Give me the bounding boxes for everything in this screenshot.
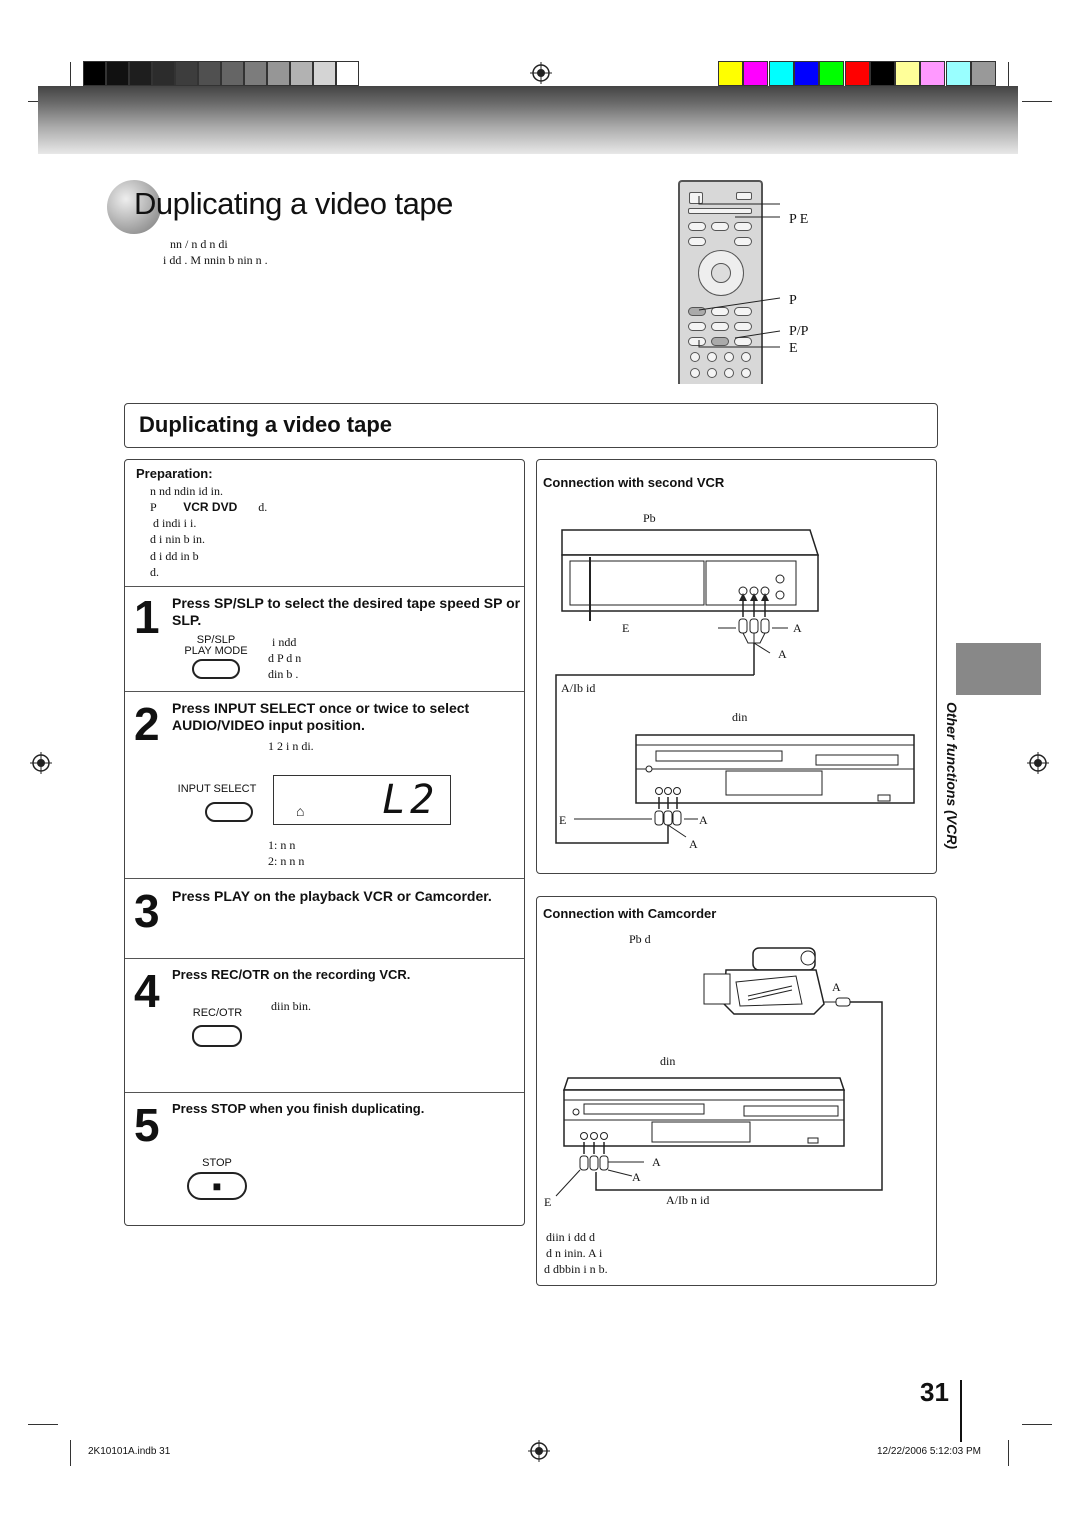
divider — [125, 586, 524, 587]
color-swatch — [794, 61, 819, 86]
step-number: 4 — [134, 965, 160, 1017]
gray-swatch — [198, 61, 221, 86]
gray-swatch — [244, 61, 267, 86]
gray-swatch — [221, 61, 244, 86]
crop-mark — [1008, 62, 1009, 86]
button-label: SP/SLP — [196, 634, 236, 646]
intro-line: i dd . M nnin b nin n . — [163, 253, 268, 267]
registration-target-icon — [30, 752, 52, 774]
divider — [125, 691, 524, 692]
rec-otr-button[interactable] — [192, 1025, 242, 1047]
color-swatch — [743, 61, 768, 86]
color-swatch — [946, 61, 971, 86]
diagram-label: A — [652, 1155, 661, 1169]
diagram-label: A/Ib id — [561, 681, 599, 696]
step-note: 1 2 i n di. — [268, 739, 314, 753]
crop-mark — [1008, 1440, 1009, 1466]
color-swatch — [819, 61, 844, 86]
step-note: d P d n — [268, 651, 302, 665]
diagram-label: Pb d — [629, 932, 651, 946]
lcd-display — [273, 775, 451, 825]
preparation-text: P — [150, 500, 157, 514]
remote-callout-lines — [695, 190, 785, 350]
gray-swatch — [313, 61, 336, 86]
stop-button[interactable] — [187, 1172, 247, 1200]
input-select-button[interactable] — [205, 802, 253, 822]
step-note: din b . — [268, 667, 299, 681]
diagram-label: E — [559, 813, 567, 827]
step-heading: Press STOP when you finish duplicating. — [172, 1101, 425, 1116]
step-note: diin bin. — [271, 999, 312, 1013]
preparation-line: d indi i i. — [153, 516, 197, 530]
gray-swatch — [152, 61, 175, 86]
lcd-input-text: L2 — [382, 777, 439, 823]
diagram-label: E — [544, 1195, 552, 1209]
step-number: 3 — [134, 885, 160, 937]
button-label: INPUT SELECT — [177, 783, 257, 795]
stop-icon: ■ — [212, 1178, 222, 1194]
step-number: 2 — [134, 698, 160, 750]
gray-swatch — [83, 61, 106, 86]
crop-mark — [28, 1424, 58, 1425]
step-number: 1 — [134, 591, 160, 643]
remote-label: E — [789, 341, 798, 356]
preparation-line — [150, 500, 267, 515]
camcorder-note: d n inin. A i — [546, 1246, 603, 1260]
footer-date: 12/22/2006 5:12:03 PM — [877, 1446, 981, 1457]
divider — [125, 958, 524, 959]
step-heading: Press SP/SLP to select the desired tape speed SP or SLP. — [172, 595, 521, 628]
step-number: 5 — [134, 1099, 160, 1151]
color-swatch — [870, 61, 895, 86]
crop-mark — [1022, 1424, 1052, 1425]
step-heading: Press PLAY on the playback VCR or Camcorder. — [172, 888, 492, 904]
step-note: 2: n n n — [268, 854, 305, 868]
chapter-tab — [956, 643, 1041, 695]
tape-icon: ⌂ — [296, 803, 305, 819]
gray-swatch — [129, 61, 152, 86]
crop-mark — [70, 62, 71, 86]
step-note: i ndd — [272, 635, 297, 649]
crop-mark — [1022, 101, 1052, 102]
intro-line: nn / n d n di — [170, 237, 228, 251]
page-number-rule — [960, 1380, 962, 1442]
page-number: 31 — [920, 1377, 949, 1407]
camcorder-connection-diagram — [548, 940, 928, 1200]
gray-swatch — [175, 61, 198, 86]
button-label: STOP — [202, 1157, 232, 1169]
camcorder-note: d dbbin i n b. — [544, 1262, 608, 1276]
preparation-line: n nd ndin id in. — [150, 484, 224, 498]
step-heading: Press REC/OTR on the recording VCR. — [172, 967, 411, 982]
gray-swatch — [290, 61, 313, 86]
diagram-label: A — [689, 837, 698, 851]
second-vcr-connection-diagram — [548, 525, 928, 855]
preparation-title: Preparation: — [136, 466, 213, 481]
diagram-label: din — [660, 1054, 676, 1068]
diagram-label: A — [632, 1170, 641, 1184]
preparation-line: d i dd in b — [150, 549, 199, 563]
diagram-label: Pb — [643, 511, 656, 525]
camcorder-note: diin i dd d — [546, 1230, 596, 1244]
chapter-tab-label-container — [940, 702, 980, 862]
diagram-label: A/Ib n id — [666, 1193, 710, 1207]
gray-swatch — [267, 61, 290, 86]
diagram-label: din — [732, 710, 748, 724]
diagram-label: A — [699, 813, 708, 827]
connection-title: Connection with second VCR — [543, 475, 725, 490]
chapter-tab-label: Other functions (VCR) — [944, 702, 960, 849]
step-note: 1: n n — [268, 838, 296, 852]
connection-title: Connection with Camcorder — [543, 906, 717, 921]
diagram-label: E — [622, 621, 630, 635]
registration-target-icon — [530, 62, 552, 84]
gray-swatch — [336, 61, 359, 86]
color-swatch — [920, 61, 945, 86]
sp-slp-button[interactable] — [192, 659, 240, 679]
divider — [125, 878, 524, 879]
registration-target-icon — [528, 1440, 550, 1462]
preparation-line: d. — [150, 565, 159, 579]
button-label: REC/OTR — [192, 1007, 243, 1019]
gray-swatch — [106, 61, 129, 86]
page-title: Duplicating a video tape — [134, 186, 453, 221]
diagram-label: A — [793, 621, 802, 635]
header-gradient-band — [38, 86, 1018, 154]
button-label: PLAY MODE — [184, 645, 248, 657]
color-swatch — [971, 61, 996, 86]
diagram-label: A — [832, 980, 841, 994]
vcr-dvd-label: VCR DVD — [183, 500, 238, 514]
color-swatch — [718, 61, 743, 86]
section-title: Duplicating a video tape — [139, 412, 393, 437]
crop-mark — [70, 1440, 71, 1466]
remote-label: P — [789, 293, 797, 308]
remote-label: P/P — [789, 324, 809, 339]
registration-target-icon — [1027, 752, 1049, 774]
divider — [125, 1092, 524, 1093]
preparation-line: d i nin b in. — [150, 532, 206, 546]
remote-label: P E — [789, 212, 809, 227]
footer-file: 2K10101A.indb 31 — [88, 1446, 171, 1457]
color-swatch — [845, 61, 870, 86]
color-swatch — [895, 61, 920, 86]
color-swatch — [769, 61, 794, 86]
diagram-label: A — [778, 647, 787, 661]
preparation-text: d. — [258, 500, 268, 514]
step-heading: Press INPUT SELECT once or twice to select AUDIO/VIDEO input position. — [172, 700, 470, 733]
